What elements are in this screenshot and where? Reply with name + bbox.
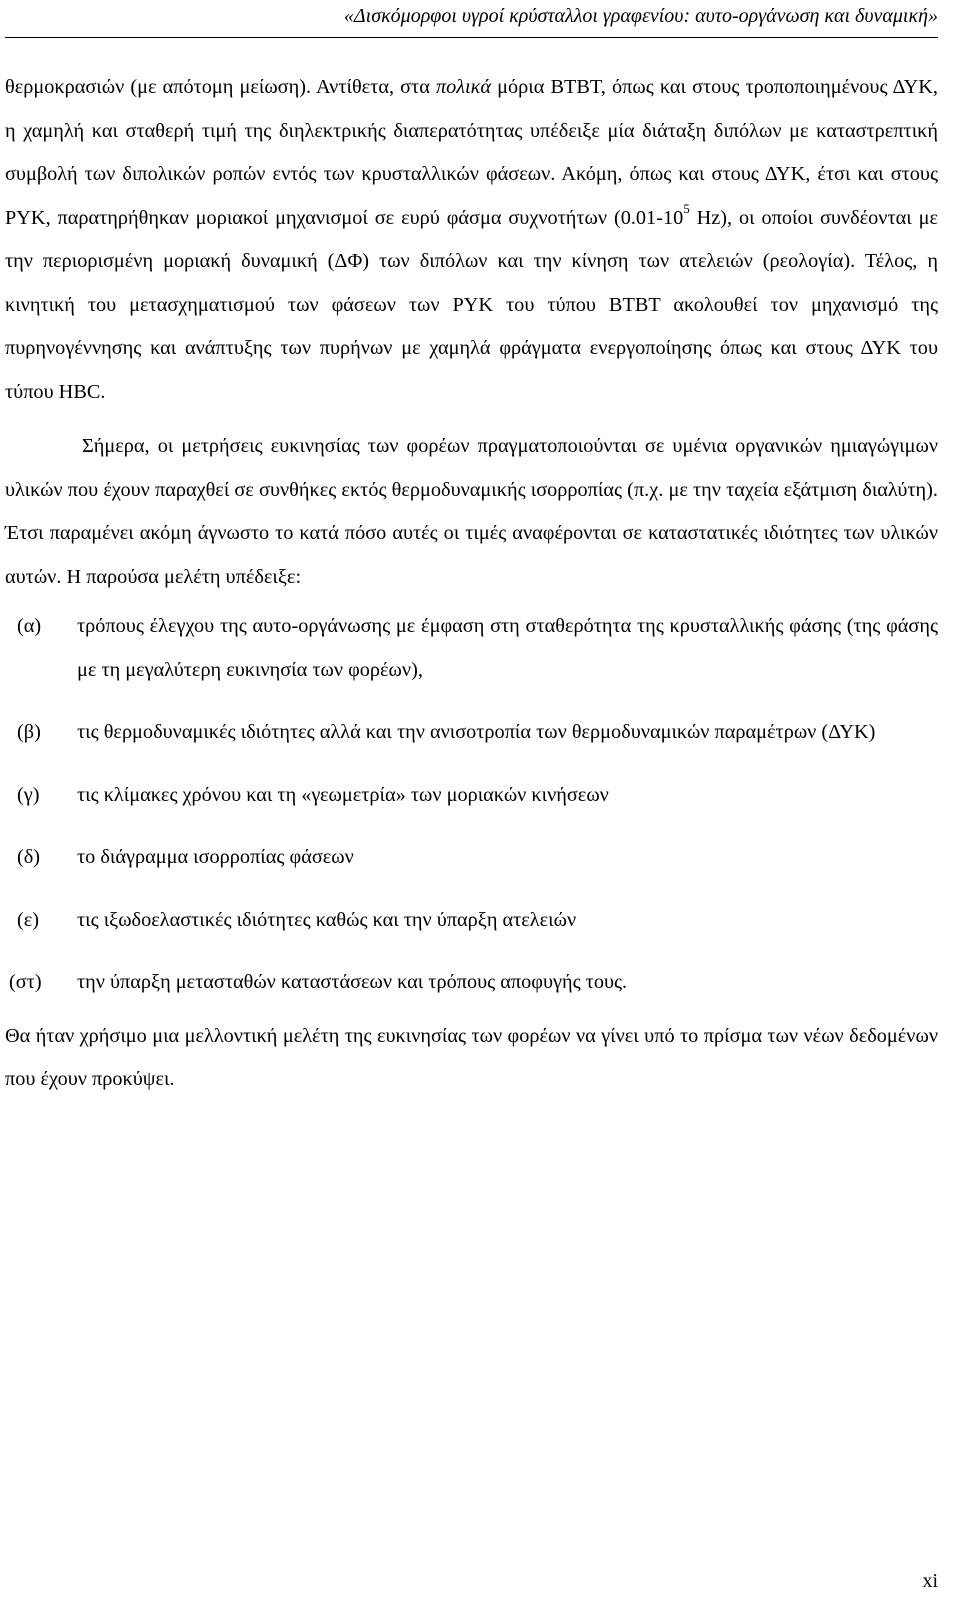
paragraph-1-part-1: θερμοκρασιών (με απότομη μείωση). Αντίθετα, στα <box>5 76 436 98</box>
list-item-text: τις κλίμακες χρόνου και τη «γεωμετρία» των μοριακών κινήσεων <box>77 783 609 806</box>
list-item <box>5 899 938 943</box>
list-item-text: τις ιξωδοελαστικές ιδιότητες καθώς και την ύπαρξη ατελειών <box>77 908 577 931</box>
list-marker: (δ) <box>17 846 41 868</box>
paragraph-2: Σήμερα, οι μετρήσεις ευκινησίας των φορέων πραγματοποιούνται σε υμένια οργανικών ημιαγώγιμων υλικών που έχουν παραχθεί σε συνθήκες εκτός θερμοδυναμικής ισορροπίας (π.χ. με την ταχεία εξάτμιση διαλύτη). Έτσι παραμένει ακόμη άγνωστο το κατά πόσο αυτές οι τιμές αναφέρονται σε καταστατικές ιδιότητες των υλικών αυτών. Η παρούσα μελέτη υπέδειξε: <box>5 435 938 588</box>
running-header <box>5 3 938 38</box>
list-item <box>5 774 938 818</box>
list-marker: (α) <box>17 615 42 637</box>
paragraph-1-part-2: μόρια BTBT, όπως και στους τροποποιημένους ΔΥΚ, η χαμηλή και σταθερή τιμή της διηλεκτρικής διαπερατότητας υπέδειξε μία διάταξη διπόλων με καταστρεπτική συμβολή των διπολικών ροπών εντός των κρυσταλλικών φάσεων. Ακόμη, όπως και στους ΔΥΚ, έτσι και στους ΡΥΚ, παρατηρήθηκαν μοριακοί μηχανισμοί σε ευρύ φάσμα συχνοτήτων (0.01-10 <box>5 76 938 229</box>
list-item-text: την ύπαρξη μετασταθών καταστάσεων και τρόπους αποφυγής τους. <box>77 971 628 993</box>
list-item-text: το διάγραμμα ισορροπίας φάσεων <box>77 846 354 868</box>
findings-list <box>5 605 938 1005</box>
list-item-text: τρόπους έλεγχου της αυτο-οργάνωσης με έμφαση στη σταθερότητα της κρυσταλλικής φάσης (της φάσης με τη μεγαλύτερη ευκινησία των φορέων), <box>77 615 938 681</box>
list-marker: (γ) <box>17 783 40 806</box>
list-item <box>5 605 938 692</box>
paragraph-1 <box>5 66 938 414</box>
page-number: xi <box>922 1570 938 1592</box>
list-marker: (ε) <box>17 908 40 931</box>
list-item <box>5 961 938 1005</box>
running-title: «Δισκόμορφοι υγροί κρύσταλλοι γραφενίου: αυτο-οργάνωση και δυναμική» <box>343 5 938 27</box>
list-item <box>5 836 938 880</box>
list-marker: (β) <box>17 721 41 743</box>
list-item-text: τις θερμοδυναμικές ιδιότητες αλλά και την ανισοτροπία των θερμοδυναμικών παραμέτρων (ΔΥΚ) <box>77 721 876 743</box>
list-item <box>5 711 938 755</box>
paragraph-1-part-3: Hz), οι οποίοι συνδέονται με την περιορισμένη μοριακή δυναμική (ΔΦ) των διπόλων και την κίνηση των ατελειών (ρεολογία). Τέλος, η κινητική του μετασχηματισμού των φάσεων των ΡΥΚ του τύπου BTBT ακολουθεί τον μηχανισμό της πυρηνογέννησης και ανάπτυξης των πυρήνων με χαμηλά φράγματα ενεργοποίησης όπως και στους ΔΥΚ του τύπου HBC. <box>5 206 938 403</box>
list-marker: (στ) <box>9 971 42 993</box>
paragraph-1-emphasis: πολικά <box>435 76 492 98</box>
body-text <box>5 66 938 1102</box>
paragraph-3: Θα ήταν χρήσιμο μια μελλοντική μελέτη της ευκινησίας των φορέων να γίνει υπό το πρίσμα των νέων δεδομένων που έχουν προκύψει. <box>5 1024 938 1090</box>
frequency-exponent: 5 <box>683 200 690 216</box>
